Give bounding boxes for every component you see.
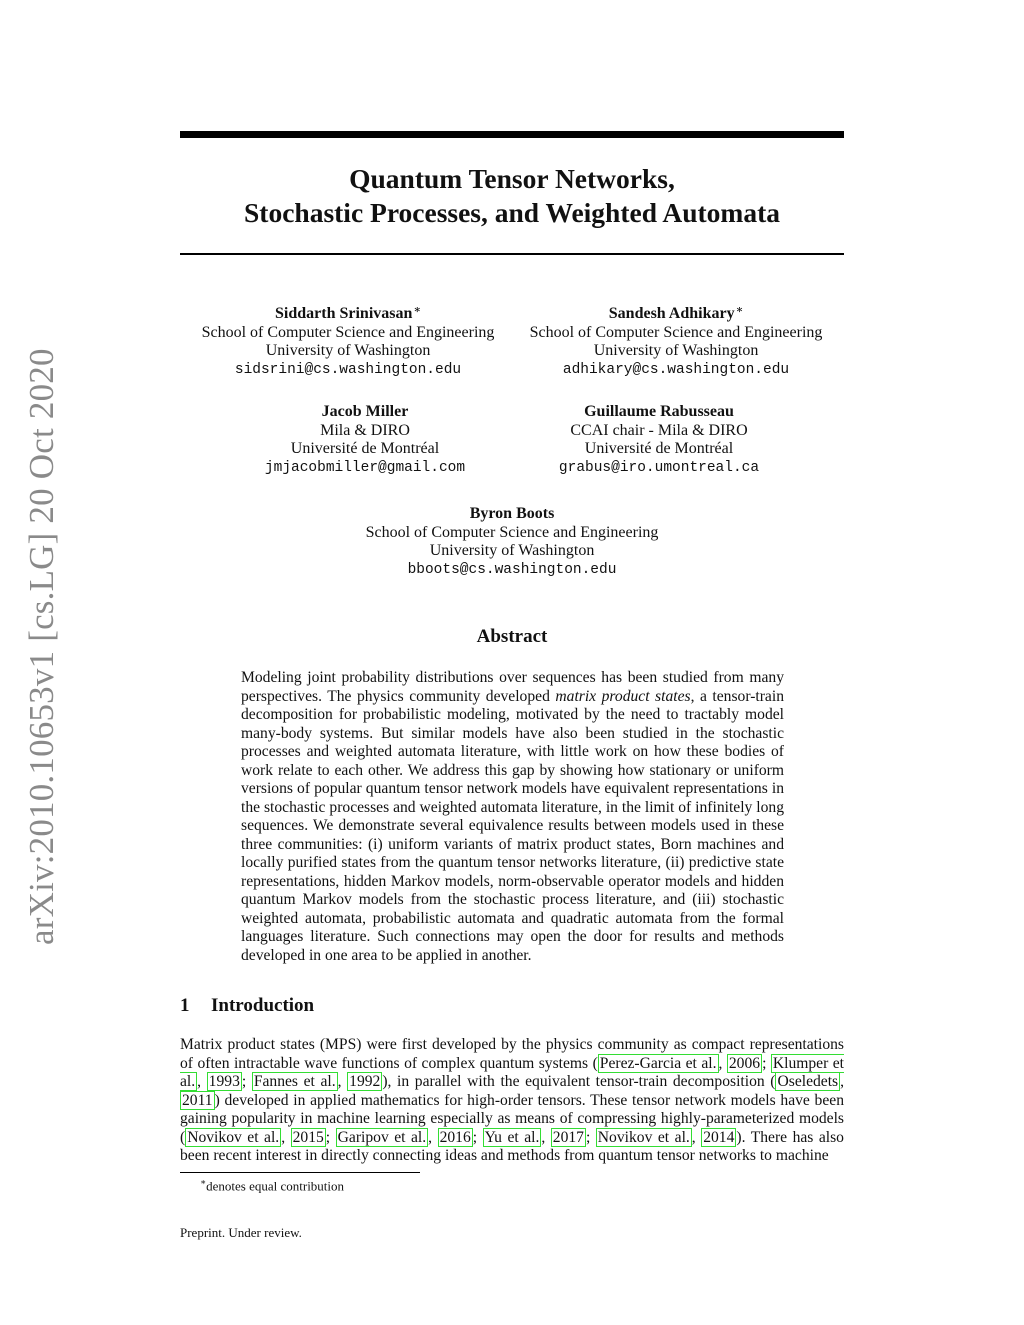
- citation-link[interactable]: Perez-Garcia et al.: [599, 1054, 717, 1072]
- author-name: Guillaume Rabusseau: [584, 403, 734, 420]
- title-bottom-rule: [180, 253, 844, 255]
- abstract-heading: Abstract: [476, 626, 548, 647]
- section-title: Introduction: [211, 995, 315, 1016]
- title-line-1: Quantum Tensor Networks,: [349, 163, 675, 194]
- footnote: [200, 1177, 344, 1194]
- citation-link[interactable]: Novikov et al.: [597, 1128, 690, 1146]
- citation-link[interactable]: 2011: [182, 1091, 213, 1109]
- preprint-notice: Preprint. Under review.: [180, 1225, 302, 1240]
- author-institution: University of Washington: [265, 342, 431, 359]
- citation-link[interactable]: Oseledets: [777, 1073, 839, 1090]
- author-institution: University of Washington: [593, 342, 759, 359]
- equal-contribution-mark: ∗: [735, 304, 744, 316]
- author-block-boots: [362, 505, 662, 579]
- section-heading-introduction: [180, 995, 314, 1017]
- author-email: jmjacobmiller@gmail.com: [264, 459, 466, 476]
- citation-link[interactable]: Novikov et al.: [187, 1128, 280, 1146]
- introduction-paragraph: Matrix product states (MPS) were first developed by the physics community as compact representations of often intractable wave functions of complex quantum systems ( Perez-Garcia et al. , 2006 ; Klumper et al. , 1993 ; Fannes et al. , 1992 ), in parallel with the equivalent tensor-train decomposition ( Oseledets , 2011 ) developed in applied mathematics for high-order tensors. These tensor network models have been gaining popularity in machine learning especially as means of compressing highly-parameterized models ( Novikov et al. , 2015 ; Garipov et al. , 2016 ; Yu et al. , 2017 ; Novikov et al. , 2014 ). There has also been recent interest in directly connecting ideas and methods from quantum tensor networks to machine: [180, 1036, 845, 1164]
- author-name: Sandesh Adhikary∗: [608, 304, 744, 322]
- author-institution: University of Washington: [429, 542, 595, 559]
- author-affiliation: School of Computer Science and Engineering: [529, 323, 823, 341]
- citation-link[interactable]: 2016: [439, 1128, 471, 1146]
- citation-link[interactable]: 2015: [292, 1128, 324, 1146]
- author-name: Byron Boots: [469, 505, 555, 522]
- citation-link[interactable]: Yu et al.: [484, 1128, 540, 1146]
- citation-link[interactable]: 2014: [703, 1128, 735, 1146]
- citation-link[interactable]: 1993: [208, 1073, 240, 1090]
- author-block-rabusseau: [509, 403, 809, 477]
- author-name: Siddarth Srinivasan∗: [275, 304, 421, 322]
- citation-link[interactable]: Fannes et al.: [253, 1073, 336, 1090]
- author-affiliation: Mila & DIRO: [320, 421, 410, 439]
- author-name: Jacob Miller: [321, 403, 409, 420]
- citation-link[interactable]: Klumper et al.: [180, 1054, 845, 1090]
- citation-link[interactable]: 2006: [728, 1054, 761, 1072]
- citation-link[interactable]: Garipov et al.: [337, 1128, 427, 1146]
- footnote-text: denotes equal contribution: [206, 1178, 345, 1194]
- paper-title: [180, 162, 844, 230]
- author-affiliation: CCAI chair - Mila & DIRO: [570, 421, 748, 439]
- author-email: bboots@cs.washington.edu: [407, 561, 617, 578]
- title-line-2: Stochastic Processes, and Weighted Automata: [244, 197, 780, 228]
- author-email: grabus@iro.umontreal.ca: [558, 459, 760, 476]
- author-block-miller: [215, 403, 515, 477]
- author-block-srinivasan: [198, 301, 498, 379]
- footnote-rule: [180, 1172, 420, 1173]
- author-email: adhikary@cs.washington.edu: [562, 361, 790, 378]
- author-institution: Université de Montréal: [584, 440, 734, 457]
- equal-contribution-mark: ∗: [413, 304, 421, 316]
- author-affiliation: School of Computer Science and Engineering: [365, 523, 659, 541]
- citation-link[interactable]: 1992: [349, 1073, 381, 1090]
- author-email: sidsrini@cs.washington.edu: [234, 361, 462, 378]
- author-affiliation: School of Computer Science and Engineering: [201, 323, 495, 341]
- footnote-mark: ∗: [200, 1177, 207, 1187]
- citation-link[interactable]: 2017: [552, 1128, 584, 1146]
- section-number: 1: [180, 995, 190, 1016]
- author-institution: Université de Montréal: [290, 440, 440, 457]
- arxiv-identifier-stamp: arXiv:2010.10653v1 [cs.LG] 20 Oct 2020: [22, 348, 61, 945]
- emphasized-term: matrix product states: [555, 687, 691, 705]
- abstract-text: Modeling joint probability distributions over sequences has been studied from many perspectives. The physics community developed matrix product states, a tensor-train decomposition for probabilistic modeling, motivated by the need to tractably model many-body systems. But similar models have also been studied in the stochastic processes and weighted automata literature, with little work on how these bodies of work relate to each other. We address this gap by showing how stationary or uniform versions of popular quantum tensor network models have equivalent representations in the stochastic processes and weighted automata literature, in the limit of infinitely long sequences. We demonstrate several equivalence results between models used in these three communities: (i) uniform variants of matrix product states, Born machines and locally purified states from the quantum tensor networks literature, (ii) predictive state representations, hidden Markov models, norm-observable operator models and hidden quantum Markov models from the stochastic process literature, and (iii) stochastic weighted automata, probabilistic automata and quadratic automata from the formal languages literature. Such connections may open the door for results and methods developed in one area to be applied in another.: [241, 669, 784, 964]
- author-block-adhikary: [526, 301, 826, 379]
- title-top-rule: [180, 131, 844, 138]
